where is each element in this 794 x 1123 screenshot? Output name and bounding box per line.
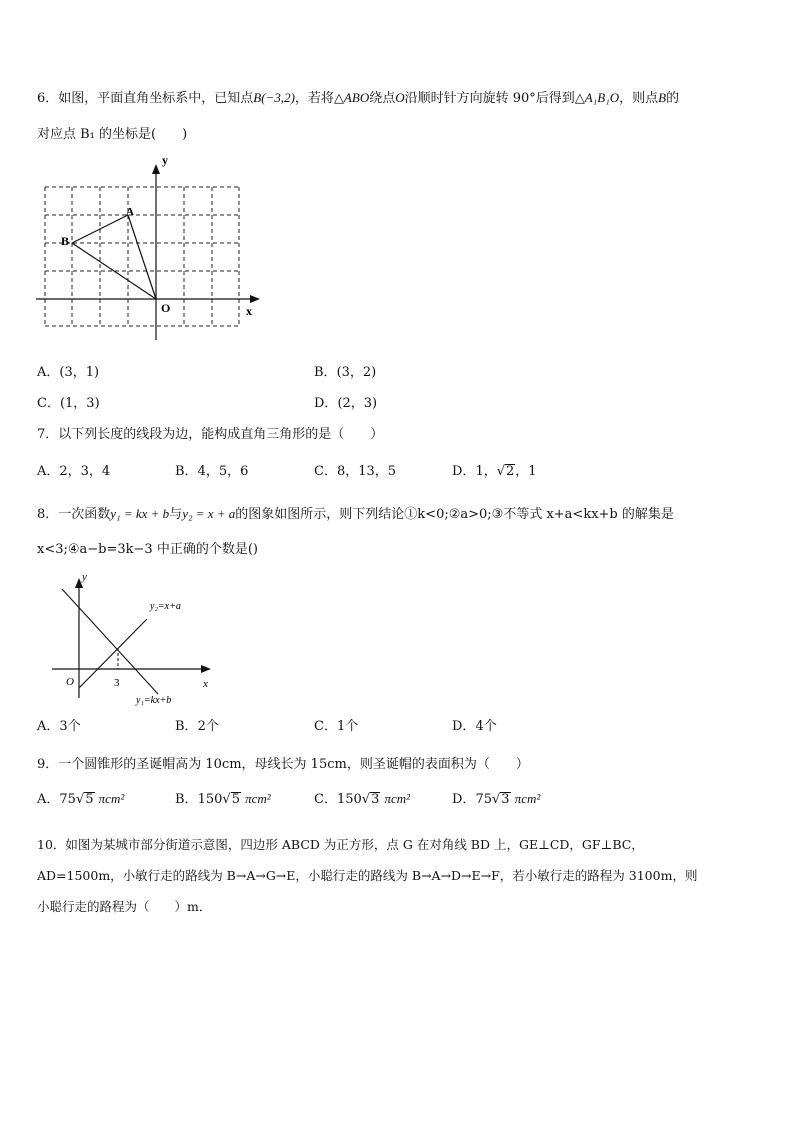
q6-option-d[interactable]: D．(2，3) bbox=[314, 396, 378, 411]
q6-label-y: y bbox=[162, 153, 168, 167]
q10-stem-line2: AD=1500m，小敏行走的路线为 B→A→G→E，小聪行走的路线为 B→A→D→E→F，若小敏行走的路程为 3100m，则 bbox=[37, 868, 698, 883]
q6-triangle-abo bbox=[72, 215, 156, 299]
q10-stem-line1: 10．如图为某城市部分街道示意图，四边形 ABCD 为正方形，点 G 在对角线 BD 上，GE⊥CD，GF⊥BC， bbox=[37, 837, 644, 852]
q6-point-b: B(−3,2) bbox=[253, 90, 295, 105]
q8-y1-formula: y₁ = kx + b bbox=[110, 506, 170, 521]
q6-y-arrow-icon bbox=[152, 164, 160, 174]
q8-x-arrow-icon bbox=[201, 665, 211, 673]
q9-option-c[interactable]: C．150√3 πcm² bbox=[314, 791, 411, 807]
q8-option-d[interactable]: D．4个 bbox=[452, 719, 497, 734]
q6-label-o: O bbox=[161, 301, 171, 315]
q8-label-y1: y₁=kx+b bbox=[136, 695, 172, 706]
q6-label-b: B bbox=[61, 234, 70, 248]
q6-stem-line1: 6．如图，平面直角坐标系中，已知点B(−3,2)，若将△ABO绕点O沿顺时针方向旋转 90°后得到△A₁B₁O，则点B的 bbox=[37, 90, 680, 106]
q8-option-c[interactable]: C．1个 bbox=[314, 719, 359, 734]
q8-label-o: O bbox=[66, 676, 74, 688]
q9-stem: 9．一个圆锥形的圣诞帽高为 10cm，母线长为 15cm，则圣诞帽的表面积为（ ） bbox=[37, 757, 529, 772]
q7-option-b[interactable]: B．4，5，6 bbox=[175, 464, 249, 479]
q8-label-x: x bbox=[203, 678, 208, 690]
q6-grid-figure bbox=[34, 150, 264, 345]
q6-label-a: A bbox=[126, 206, 134, 218]
q6-number: 6． bbox=[37, 91, 59, 106]
q8-option-a[interactable]: A．3个 bbox=[37, 719, 81, 734]
q6-option-b[interactable]: B．(3，2) bbox=[314, 365, 377, 380]
q8-stem-line1: 8．一次函数y₁ = kx + b与y₂ = x + a的图象如图所示，则下列结论①k<0;②a>0;③不等式 x+a<kx+b 的解集是 bbox=[37, 506, 674, 522]
q9-option-d[interactable]: D．75√3 πcm² bbox=[452, 791, 541, 807]
q6-label-x: x bbox=[246, 304, 252, 318]
q7-stem: 7．以下列长度的线段为边，能构成直角三角形的是（ ） bbox=[37, 427, 384, 442]
q8-graph-figure bbox=[48, 572, 218, 710]
q9-option-a[interactable]: A．75√5 πcm² bbox=[37, 791, 125, 807]
q7-option-c[interactable]: C．8，13，5 bbox=[314, 464, 397, 479]
q7-option-a[interactable]: A．2，3，4 bbox=[37, 464, 111, 479]
q10-stem-line3: 小聪行走的路程为（ ）m． bbox=[37, 899, 212, 914]
q8-label-y: y bbox=[82, 572, 87, 583]
q6-option-a[interactable]: A．(3，1) bbox=[37, 365, 100, 380]
q8-line-y2 bbox=[79, 619, 147, 688]
q8-label-3: 3 bbox=[114, 677, 120, 689]
q7-option-d[interactable]: D．1，√2，1 bbox=[452, 464, 537, 479]
q9-option-b[interactable]: B．150√5 πcm² bbox=[175, 791, 271, 807]
q8-line-y1 bbox=[62, 589, 158, 694]
q6-stem-line2: 对应点 B₁ 的坐标是( ) bbox=[37, 127, 188, 142]
q8-stem-line2: x<3;④a−b=3k−3 中正确的个数是() bbox=[37, 542, 258, 557]
q6-x-arrow-icon bbox=[250, 295, 260, 303]
q8-y2-formula: y₂ = x + a bbox=[182, 506, 236, 521]
q6-option-c[interactable]: C．(1，3) bbox=[37, 396, 100, 411]
q8-label-y2: y₂=x+a bbox=[150, 601, 181, 612]
q7-sqrt-radicand: 2 bbox=[506, 464, 515, 479]
q8-option-b[interactable]: B．2个 bbox=[175, 719, 219, 734]
